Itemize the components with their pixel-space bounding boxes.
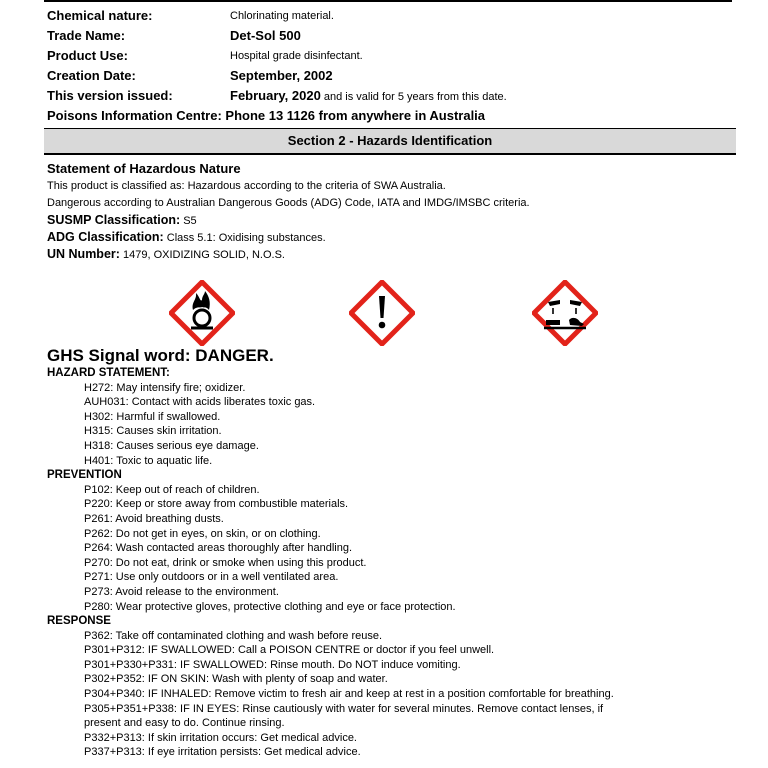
- list-item: P102: Keep out of reach of children.: [84, 483, 260, 496]
- list-item: P264: Wash contacted areas thoroughly after handling.: [84, 542, 353, 555]
- list-item: P305+P351+P338: IF IN EYES: Rinse cautiously with water for several minutes. Remove contact lenses, if: [84, 702, 604, 715]
- ghs-signal-word: GHS Signal word: DANGER.: [47, 346, 274, 365]
- list-item: H401: Toxic to aquatic life.: [84, 454, 213, 467]
- trade-name-text: Det-Sol 500: [230, 28, 301, 43]
- list-item: P280: Wear protective gloves, protective clothing and eye or face protection.: [84, 600, 456, 613]
- list-item: P332+P313: If skin irritation occurs: Get medical advice.: [84, 731, 357, 744]
- list-item: P304+P340: IF INHALED: Remove victim to fresh air and keep at rest in a position comfortable for breathing.: [84, 688, 614, 701]
- list-item: H302: Harmful if swallowed.: [84, 410, 221, 423]
- prevention-list: [47, 483, 747, 614]
- hazard-statement-block: [47, 160, 737, 263]
- list-item: P220: Keep or store away from combustible materials.: [84, 498, 349, 511]
- creation-date-label: Creation Date:: [47, 68, 136, 83]
- un-value: 1479, OXIDIZING SOLID, N.O.S.: [122, 249, 285, 261]
- list-item: P301+P330+P331: IF SWALLOWED: Rinse mouth. Do NOT induce vomiting.: [84, 658, 461, 671]
- poisons-info-centre: Poisons Information Centre: Phone 13 1126 from anywhere in Australia: [47, 108, 486, 123]
- dangerous-text: Dangerous according to Australian Dangerous Goods (ADG) Code, IATA and IMDG/IMSBC criteria.: [47, 197, 530, 209]
- list-item: P261: Avoid breathing dusts.: [84, 512, 224, 525]
- list-item: AUH031: Contact with acids liberates toxic gas.: [84, 396, 316, 409]
- product-use-label: Product Use:: [47, 48, 128, 63]
- classified-text: This product is classified as: Hazardous according to the criteria of SWA Australia.: [47, 180, 446, 192]
- list-item: H315: Causes skin irritation.: [84, 425, 222, 438]
- exclamation-icon: [349, 280, 415, 346]
- prevention-label: PREVENTION: [47, 469, 122, 482]
- hazard-heading: Statement of Hazardous Nature: [47, 161, 241, 176]
- version-label: This version issued:: [47, 88, 173, 103]
- list-item: P302+P352: IF ON SKIN: Wash with plenty of soap and water.: [84, 673, 388, 686]
- section-2-heading: Section 2 - Hazards Identification: [44, 128, 736, 155]
- trade-name-row: [47, 26, 737, 46]
- corrosion-icon: [532, 280, 598, 346]
- susmp-line: [47, 212, 737, 229]
- trade-name-value: [230, 26, 301, 47]
- list-item-continuation: present and easy to do. Continue rinsing.: [84, 717, 285, 730]
- adg-value: Class 5.1: Oxidising substances.: [166, 232, 326, 244]
- list-item: P262: Do not get in eyes, on skin, or on clothing.: [84, 527, 321, 540]
- un-label: UN Number:: [47, 247, 120, 261]
- chemical-nature-row: [47, 6, 737, 26]
- product-use-value: Hospital grade disinfectant.: [230, 50, 363, 62]
- susmp-label: SUSMP Classification:: [47, 213, 181, 227]
- list-item: P273: Avoid release to the environment.: [84, 585, 279, 598]
- hazard-statement-list: [47, 381, 747, 469]
- response-list: [47, 629, 747, 760]
- hazard-statement-label: HAZARD STATEMENT:: [47, 367, 170, 379]
- product-info: [47, 6, 737, 126]
- ghs-pictograms: [0, 280, 768, 350]
- version-note: and is valid for 5 years from this date.: [323, 91, 507, 103]
- list-item: H318: Causes serious eye damage.: [84, 439, 259, 452]
- response-label: RESPONSE: [47, 615, 111, 628]
- creation-date-text: September, 2002: [230, 68, 333, 83]
- ghs-statements: [47, 366, 747, 760]
- list-item: P337+P313: If eye irritation persists: Get medical advice.: [84, 746, 361, 759]
- creation-date-row: [47, 66, 737, 86]
- trade-name-label: Trade Name:: [47, 28, 126, 43]
- product-use-row: [47, 46, 737, 66]
- creation-date-value: [230, 66, 333, 87]
- list-item: P362: Take off contaminated clothing and wash before reuse.: [84, 629, 383, 642]
- susmp-value: S5: [183, 215, 197, 227]
- adg-label: ADG Classification:: [47, 230, 164, 244]
- version-date: February, 2020: [230, 88, 321, 103]
- list-item: P270: Do not eat, drink or smoke when using this product.: [84, 556, 367, 569]
- version-row: [47, 86, 737, 106]
- chemical-nature-value: Chlorinating material.: [230, 10, 334, 22]
- list-item: P301+P312: IF SWALLOWED: Call a POISON CENTRE or doctor if you feel unwell.: [84, 644, 495, 657]
- list-item: H272: May intensify fire; oxidizer.: [84, 381, 246, 394]
- adg-line: [47, 229, 737, 246]
- version-value: [230, 86, 507, 107]
- un-line: [47, 246, 737, 263]
- flame-over-circle-icon: [169, 280, 235, 346]
- chemical-nature-label: Chemical nature:: [47, 8, 153, 23]
- list-item: P271: Use only outdoors or in a well ventilated area.: [84, 571, 339, 584]
- top-rule: [44, 0, 732, 2]
